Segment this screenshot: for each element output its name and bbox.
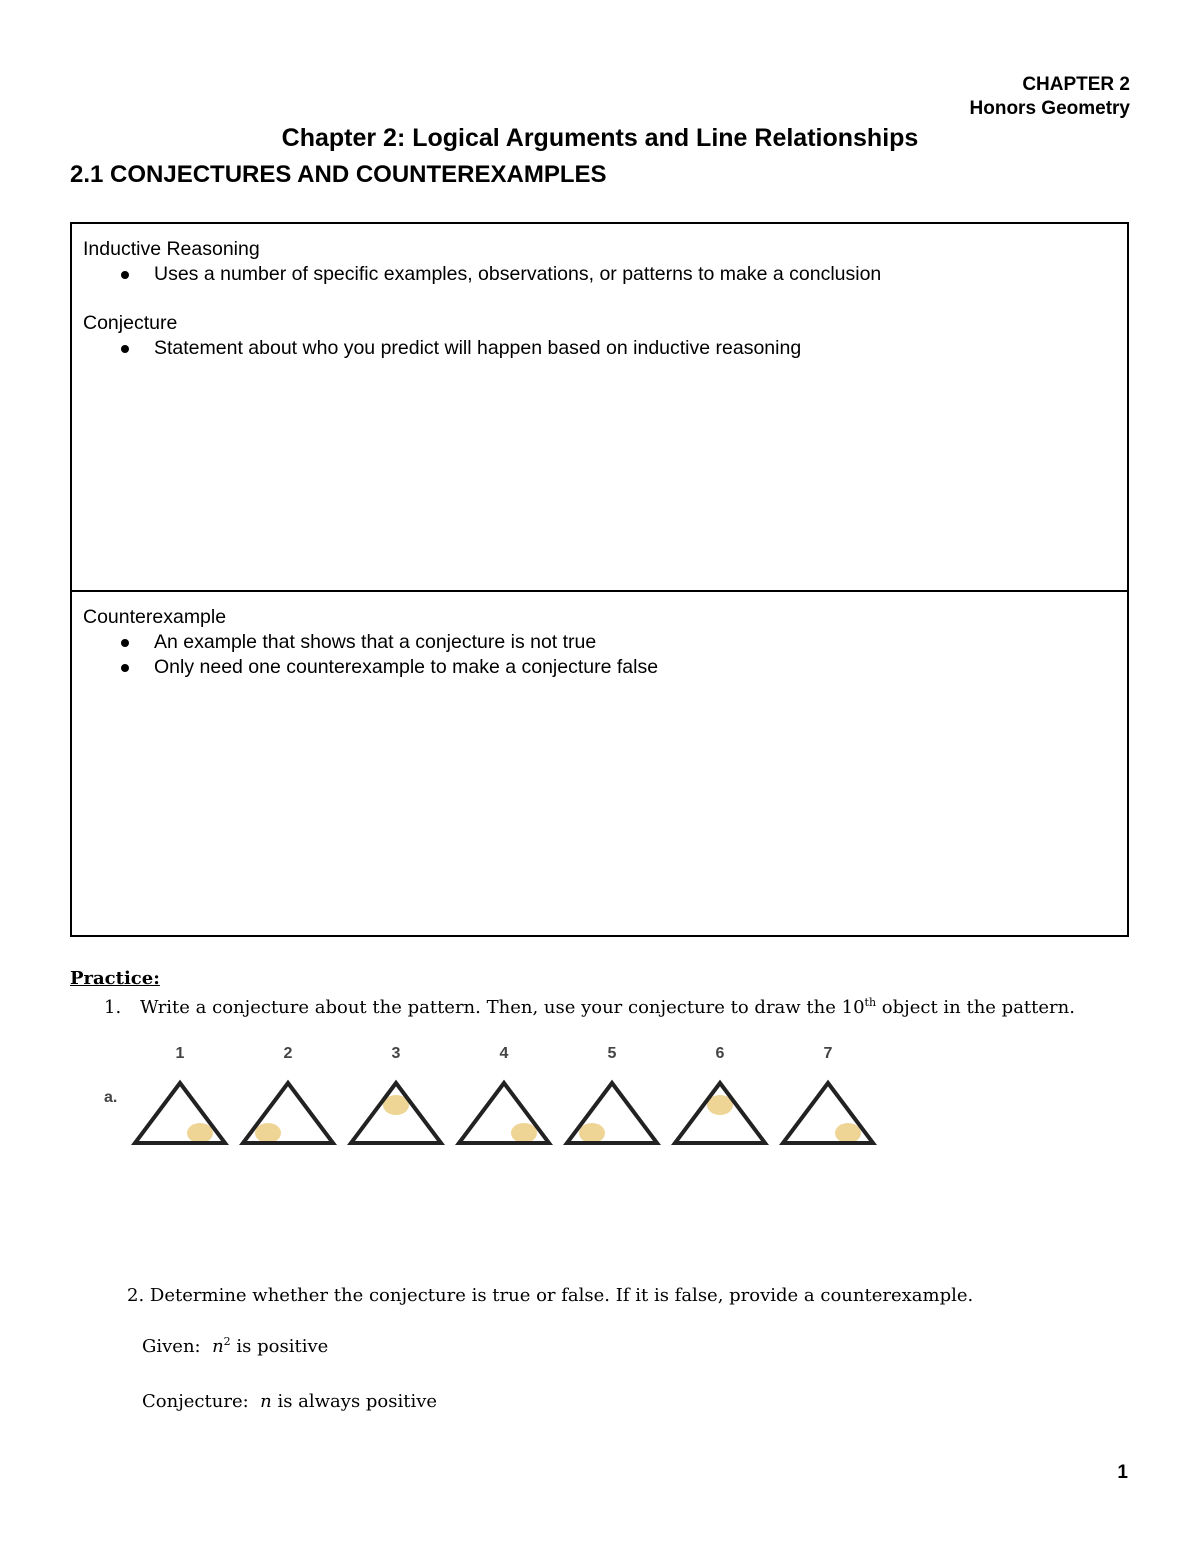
pattern-dot <box>187 1123 213 1143</box>
given-variable: n <box>212 1336 224 1357</box>
figure-label: 2 <box>283 1045 293 1062</box>
page-number: 1 <box>1117 1462 1128 1483</box>
pattern-dot <box>579 1123 605 1143</box>
conjecture-rest: is always positive <box>271 1391 438 1412</box>
pattern-dot <box>511 1123 537 1143</box>
part-label: a. <box>104 1089 118 1106</box>
point-text: Uses a number of specific examples, observations, or patterns to make a conclusion <box>154 263 882 285</box>
course-label: Honors Geometry <box>969 98 1130 119</box>
question-number: 1. <box>104 997 122 1018</box>
notes-box-counterexample <box>70 590 1129 937</box>
figure-label: 7 <box>823 1045 833 1062</box>
term-counterexample: Counterexample <box>83 606 227 628</box>
figure-label: 4 <box>499 1045 509 1062</box>
bullet-icon <box>121 271 129 279</box>
list-item <box>83 630 1117 655</box>
point-text: An example that shows that a conjecture is not true <box>154 631 597 653</box>
list-item <box>83 336 1117 361</box>
question-text: Determine whether the conjecture is true or false. If it is false, provide a counterexample. <box>149 1285 974 1306</box>
list-item <box>83 262 1117 287</box>
notes-box-reasoning <box>70 222 1129 592</box>
term-conjecture: Conjecture <box>83 312 178 334</box>
point-text: Only need one counterexample to make a conjecture false <box>154 656 659 678</box>
bullet-icon <box>121 664 129 672</box>
conjecture-statement <box>142 1391 437 1412</box>
counterexample-points <box>83 630 1117 680</box>
point-text: Statement about who you predict will happen based on inductive reasoning <box>154 337 802 359</box>
question-number: 2. <box>127 1285 145 1306</box>
document-title: Chapter 2: Logical Arguments and Line Relationships <box>281 124 919 152</box>
bullet-icon <box>121 345 129 353</box>
bullet-icon <box>121 639 129 647</box>
practice-heading: Practice: <box>70 968 160 989</box>
pattern-dot <box>255 1123 281 1143</box>
given-label: Given: <box>142 1336 201 1357</box>
figure-label: 5 <box>607 1045 617 1062</box>
question-2 <box>127 1285 973 1306</box>
inductive-reasoning-points <box>83 262 1117 287</box>
figure-label: 1 <box>175 1045 185 1062</box>
question-text-end: object in the pattern. <box>876 997 1075 1018</box>
conjecture-label: Conjecture: <box>142 1391 249 1412</box>
given-statement <box>142 1335 328 1357</box>
given-exponent: 2 <box>223 1335 231 1348</box>
chapter-label: CHAPTER 2 <box>1022 74 1130 95</box>
term-inductive-reasoning: Inductive Reasoning <box>83 238 260 260</box>
pattern-dot <box>835 1123 861 1143</box>
ordinal-suffix: th <box>864 996 877 1009</box>
figure-label: 3 <box>391 1045 401 1062</box>
triangle-pattern <box>95 1035 895 1155</box>
conjecture-variable: n <box>260 1391 272 1412</box>
conjecture-points <box>83 336 1117 361</box>
section-title: 2.1 CONJECTURES AND COUNTEREXAMPLES <box>70 161 607 188</box>
question-text: Write a conjecture about the pattern. Then, use your conjecture to draw the 10 <box>140 997 865 1018</box>
list-item <box>83 655 1117 680</box>
figure-label: 6 <box>715 1045 725 1062</box>
pattern-figures <box>135 1045 873 1143</box>
given-rest: is positive <box>230 1336 329 1357</box>
question-1 <box>104 996 1075 1018</box>
